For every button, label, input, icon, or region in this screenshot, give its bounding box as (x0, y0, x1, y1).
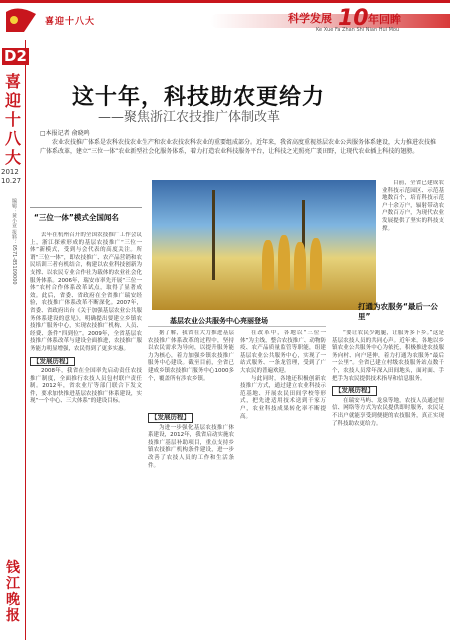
article-column-2 (148, 330, 234, 408)
rail-date: 2012 10.27 (1, 168, 22, 185)
col1-text: 去年在杭州召开的全国农技推广工作会议上，浙江探索形成的基层农技推广“三位一体”新模式，受到与会代表的高度关注。所谓“三位一体”，即农技推广、农产品营销和农民培训三者有机结合，构建以农业科技创新为支撑、以农民专业合作社为载体的农业社会化服务体系。2006年，瑞安市率先开展“三位一体”农村合作体系改革试点，取得了显著成效。此后，省委、省政府在全省推广瑞安经验，农技推广体系改革不断深化。2007年，省委、省政府出台《关于加强基层农业公共服务体系建设的意见》，明确提出要建立乡镇农技推广服务中心，实现农技推广机构、人员、经费、条件“四到位”。2009年，全省基层农技推广体系改革与建设全面推进，农技推广服务能力明显增强，农民得到了更多实惠。 (30, 232, 142, 352)
col1-title: “三位一体”模式全国闻名 (34, 213, 119, 222)
caption-rule (148, 326, 326, 327)
article-subhead: ——聚焦浙江农技推广体制改革 (98, 110, 281, 125)
article-intro: 农业农技推广体系是农科农技农业生产和农业农技农科农业的重要组成部分。近年来，我省高度重视基层农业公共服务体系建设，大力推进农技推广体系改革，建立“三位一体”农业新型社会化服务体系，着力打造农业科技服务平台，让科技之光照亮广袤田野，让现代农业插上科技的翅膀。 (40, 139, 437, 155)
col1-text2: 2008年，我省在全国率先启动责任农技推广制度，全面推行农技人员包村联户责任制。2012年，省农业厅等部门联合下发文件，要求加快推进基层农技推广体系建设，实现“一个中心、三大体系”的建设目标。 (30, 368, 142, 405)
rail-section-title: 喜迎十八大 (4, 72, 21, 167)
col4-title: 打通为农服务“最后一公里” (358, 302, 438, 321)
article-column-3 (240, 330, 326, 630)
right-top-text: 目前，全省已建成农业科技示范园区、示范基地数百个，培育科技示范户十余万户，辐射带动农户数百万户，为现代农业发展提供了坚实的科技支撑。 (382, 180, 444, 232)
col4-text2: 在瑞安马屿、龙泉等地，农技人员通过短信、网络等方式为农民提供即时服务，农民足不出户就能享受到便捷的农技服务，真正实现了科技助农更给力。 (332, 397, 444, 427)
photo-wheat (310, 238, 322, 290)
col2-text: 据了解，我省在大力推进基层农技推广体系改革的过程中，坚持以农民需求为导向，以提升服务能力为核心，着力加强乡镇农技推广服务中心建设。截至目前，全省已建成乡镇农技推广服务中心1000多个，覆盖所有涉农乡镇。 (148, 330, 234, 382)
article-column-2b (148, 410, 234, 630)
col2-text2: 为进一步强化基层农技推广体系建设，2012年，我省启动实施农技推广基层补助项目，重点支持乡镇农技推广机构条件建设，进一步改善了农技人员的工作和生活条件。 (148, 424, 234, 469)
wheat-field-photo (152, 180, 376, 310)
photo-wheat (278, 235, 290, 290)
rail-meta: 编辑：黄小亚 报料：0571-85109000 (11, 198, 17, 285)
col2-section-head: 【发展历程】 (148, 413, 193, 423)
article-byline: □本报记者 俞晓鸣 (40, 130, 90, 137)
col1-section-head: 【发展历程】 (30, 357, 75, 367)
column-rule (30, 207, 142, 208)
banner-title: 科学发展 (288, 12, 332, 25)
article-headline: 这十年，科技助农更给力 (72, 85, 326, 110)
newspaper-logo: 钱江晚报 (6, 560, 20, 624)
article-column-1 (30, 232, 142, 630)
header-rule (0, 0, 450, 3)
banner-pinyin: Ke Xue Fa Zhan Shi Nian Hui Mou (316, 27, 400, 33)
page-number: D2 (4, 47, 27, 65)
col4-section-head: 【发展历程】 (332, 386, 377, 396)
banner-left-label: 喜迎十八大 (45, 17, 96, 27)
article-column-4 (332, 330, 444, 630)
col3-text2: 与此同时，各地还积极创新农技推广方式，通过建立农业科技示范基地、开展农民田间学校等形式，把先进适用技术送到千家万户，农业科技成果转化率不断提高。 (240, 375, 326, 420)
photo-caption: 基层农业公共服务中心亮丽登场 (170, 317, 268, 325)
banner-tail: 年回眸 (368, 13, 401, 26)
photo-wheat (262, 240, 274, 290)
party-emblem-icon (4, 6, 38, 34)
col4-text: “要让农民少跑腿，让服务多下乡。”这是基层农技人员的共同心声。近年来，各地以乡镇农业公共服务中心为依托，积极推进农技服务向村、向户延伸，着力打通为农服务“最后一公里”。全省已建立村级农技服务站点数千个，农技人员常年深入田间地头，面对面、手把手为农民提供技术指导和信息服务。 (332, 330, 444, 382)
photo-pole (212, 190, 215, 280)
banner-ten: 10 (338, 6, 369, 31)
col3-text: 在改革中，各地以“三位一体”为主线，整合农技推广、动物防疫、农产品质量监管等职能，组建基层农业公共服务中心，实现了一站式服务、一条龙管理，受到了广大农民的普遍欢迎。 (240, 330, 326, 374)
photo-wheat (294, 242, 306, 290)
right-top-column (382, 180, 444, 300)
